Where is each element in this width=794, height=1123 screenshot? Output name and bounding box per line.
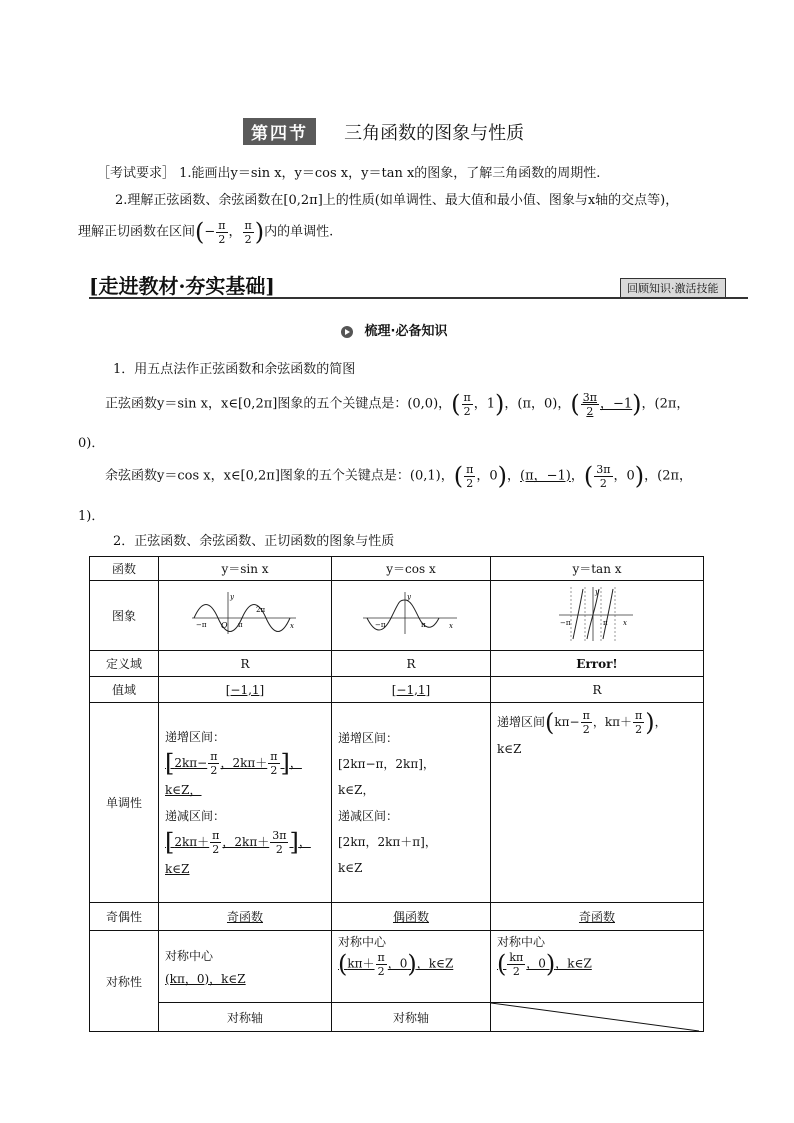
item-2-title: 2．正弦函数、余弦函数、正切函数的图象与性质 xyxy=(113,534,395,549)
header-tag: 回顾知识·激活技能 xyxy=(620,278,726,298)
row-label: 定义域 xyxy=(90,651,159,677)
subheader xyxy=(340,320,447,339)
fraction: $\frac{3\pi}{2}$ xyxy=(582,390,597,418)
cos-center xyxy=(332,931,491,1003)
k-in-z: k∈Z， xyxy=(338,782,375,797)
properties-table xyxy=(89,556,704,1032)
k-in-z: k∈Z， xyxy=(165,782,202,797)
diagonal-slash xyxy=(491,1003,699,1031)
sin-range: [−1,1] xyxy=(159,677,332,703)
table-row-range xyxy=(90,677,704,703)
play-circle-icon xyxy=(340,325,354,339)
section-badge: 第四节 xyxy=(243,118,316,145)
tan-center-value: ( $\frac{k\pi}{2}$ ，0)，k∈Z xyxy=(497,950,592,978)
cos-domain: R xyxy=(332,651,491,677)
tick-label: 2π xyxy=(256,606,266,614)
row-label: 奇偶性 xyxy=(90,903,159,931)
sin-increasing-interval: [2kπ− $\frac{\pi}{2}$ ，2kπ＋ $\frac{\pi}{2}$ ]， xyxy=(165,749,302,777)
sin-parity: 奇函数 xyxy=(159,903,332,931)
k-in-z: k∈Z xyxy=(165,861,190,876)
cos-increasing-interval: [2kπ−π，2kπ]， xyxy=(338,756,435,771)
item-1-title: 1．用五点法作正弦函数和余弦函数的简图 xyxy=(113,362,356,377)
section-title-row xyxy=(243,118,524,145)
tan-monotonicity xyxy=(491,703,704,903)
tangent-graph xyxy=(557,585,637,643)
cos-monotonicity xyxy=(332,703,491,903)
cos-pre: 余弦函数y＝cos x，x∈[0,2π]图象的五个关键点是：(0,1)， xyxy=(105,468,454,484)
tick-label: −π xyxy=(196,621,207,629)
tick-label: −π xyxy=(375,621,386,629)
tan-axis-empty xyxy=(491,1003,704,1032)
table-row-domain xyxy=(90,651,704,677)
x-axis-label: x xyxy=(290,622,294,630)
table-row-axis xyxy=(90,1003,704,1032)
cos-axis: 对称轴 xyxy=(332,1003,491,1032)
y-axis-label: y xyxy=(407,593,411,601)
requirement-line-1: ［考试要求］ 1.能画出y＝sin x，y＝cos x，y＝tan x的图象，了解三角函数的周期性. xyxy=(97,166,601,181)
fraction: $\frac{\pi}{2}$ xyxy=(466,462,474,490)
fraction: $\frac{\pi}{2}$ xyxy=(218,218,226,246)
table-header: y＝sin x xyxy=(159,557,332,581)
fraction: $\frac{\pi}{2}$ xyxy=(463,390,471,418)
sin-decreasing-interval: [2kπ＋ $\frac{\pi}{2}$ ，2kπ＋ $\frac{3\pi}{2}$ ]， xyxy=(165,828,311,856)
tick-label: π xyxy=(421,621,426,629)
cosine-graph xyxy=(361,590,461,638)
sine-pre: 正弦函数y＝sin x，x∈[0,2π]图象的五个关键点是：(0,0)， xyxy=(105,396,452,412)
sine-p3: ，(π，0)， xyxy=(504,396,571,412)
increasing-label: 递增区间： xyxy=(338,730,399,745)
section-title: 三角函数的图象与性质 xyxy=(344,123,525,144)
requirement-line-3-pre: 理解正切函数在区间 xyxy=(78,224,196,240)
row-label: 单调性 xyxy=(90,703,159,903)
sin-axis: 对称轴 xyxy=(159,1003,332,1032)
cos-decreasing-interval: [2kπ，2kπ＋π]， xyxy=(338,834,437,849)
chapter-header: [走进教材·夯实基础] xyxy=(89,274,275,298)
table-row-parity xyxy=(90,903,704,931)
sin-domain: R xyxy=(159,651,332,677)
cos-p3: (π，−1) xyxy=(520,468,571,484)
requirement-line-2: 2.理解正弦函数、余弦函数在[0,2π]上的性质(如单调性、最大值和最小值、图象与x轴的交点等)， xyxy=(115,193,679,208)
center-label: 对称中心 xyxy=(165,948,214,963)
sine-graph xyxy=(190,590,300,638)
cos-parity: 偶函数 xyxy=(332,903,491,931)
comma: ， xyxy=(228,224,242,240)
cosine-keypoints-end: 1)． xyxy=(78,509,105,524)
table-row-symmetry xyxy=(90,931,704,1003)
decreasing-label: 递减区间： xyxy=(165,808,226,823)
k-in-z: k∈Z xyxy=(338,860,363,875)
tan-range: R xyxy=(491,677,704,703)
sine-p4-y: ，−1 xyxy=(600,396,633,412)
y-axis-label: y xyxy=(230,593,234,601)
sin-center-value: (kπ，0)，k∈Z xyxy=(165,971,246,986)
table-header: 函数 xyxy=(90,557,159,581)
table-header: y＝tan x xyxy=(491,557,704,581)
tick-label: −π xyxy=(560,619,571,627)
table-row-monotonicity xyxy=(90,703,704,903)
requirement-line-3: 理解正切函数在区间(− $\frac{\pi}{2}$ ， $\frac{\pi}{2}$ )内的单调性. xyxy=(78,218,334,246)
requirement-line-3-post: 内的单调性. xyxy=(264,224,334,240)
tan-center xyxy=(491,931,704,1003)
sine-keypoints-end: 0)． xyxy=(78,436,105,451)
cos-p4-y: ，0 xyxy=(613,468,635,484)
cosine-keypoints: 余弦函数y＝cos x，x∈[0,2π]图象的五个关键点是：(0,1)，( $\frac{\pi}{2}$ ，0)，(π，−1)，( $\frac{3\pi}{2}$ ，0)，(2π， xyxy=(105,462,693,490)
cos-range: [−1,1] xyxy=(332,677,491,703)
cos-p5: ，(2π， xyxy=(644,468,693,484)
x-axis-label: x xyxy=(449,622,453,630)
increasing-label: 递增区间： xyxy=(165,729,226,744)
table-header: y＝cos x xyxy=(332,557,491,581)
tan-graph-cell xyxy=(491,581,704,651)
sin-center xyxy=(159,931,332,1003)
sine-p5: ，(2π， xyxy=(641,396,690,412)
row-label: 图象 xyxy=(90,581,159,651)
row-label: 值域 xyxy=(90,677,159,703)
decreasing-label: 递减区间： xyxy=(338,808,399,823)
fraction: $\frac{\pi}{2}$ xyxy=(244,218,252,246)
table-row-graph xyxy=(90,581,704,651)
cos-graph-cell xyxy=(332,581,491,651)
center-label: 对称中心 xyxy=(338,935,387,949)
sin-monotonicity xyxy=(159,703,332,903)
minus-sign: − xyxy=(204,224,216,240)
tick-label: π xyxy=(603,619,608,627)
tick-label: π xyxy=(238,621,243,629)
fraction: $\frac{3\pi}{2}$ xyxy=(596,462,611,490)
subheader-label: 梳理·必备知识 xyxy=(364,324,448,339)
tan-increasing-interval: 递增区间(kπ− $\frac{\pi}{2}$ ，kπ＋ $\frac{\pi}{2}$ )， xyxy=(497,708,667,737)
y-axis-label: y xyxy=(595,588,599,596)
tan-domain: Error! xyxy=(491,651,704,677)
sine-p2-y: ，1 xyxy=(473,396,496,412)
x-axis-label: x xyxy=(623,619,627,627)
row-label: 对称性 xyxy=(90,931,159,1032)
tan-parity: 奇函数 xyxy=(491,903,704,931)
sin-graph-cell xyxy=(159,581,332,651)
k-in-z: k∈Z xyxy=(497,742,522,756)
table-header-row xyxy=(90,557,704,581)
origin-label: O xyxy=(221,621,228,630)
header-rule xyxy=(89,297,748,299)
center-label: 对称中心 xyxy=(497,935,546,949)
cos-p2-y: ，0 xyxy=(476,468,498,484)
sine-keypoints: 正弦函数y＝sin x，x∈[0,2π]图象的五个关键点是：(0,0)，( $\frac{\pi}{2}$ ，1)，(π，0)，( $\frac{3\pi}{2}$ ，−1)，(2π， xyxy=(105,390,690,418)
cos-center-value: (kπ＋ $\frac{\pi}{2}$ ，0)，k∈Z xyxy=(338,950,454,978)
